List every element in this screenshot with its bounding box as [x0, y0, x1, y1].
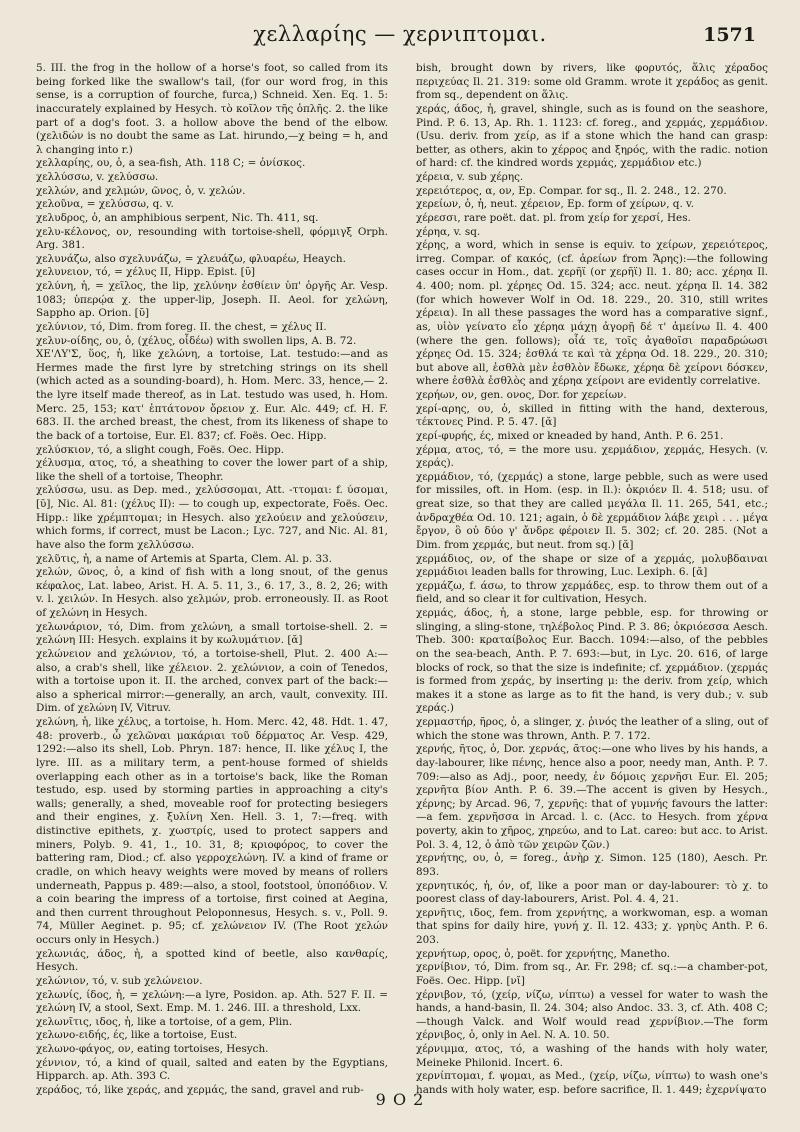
dictionary-entry: χερμάδιον, τό, (χερμάς) a stone, large pebble, such as were used for missiles, oft. in Hom. (esp. in Il.): ὀκριόεν Il. 4. 518; usu. of great size, so that they are called μεγάλα Il. 11. 265, 541, etc.; ἀνδραχθέα Od. 10. 121; again, ὁ δὲ χερμάδιον λάβε χειρὶ . . . μέγα ἔργον, ὃ οὐ δύο γ' ἄνδρε φέροιεν Il. 5. 302; cf. 20. 285. (Not a Dim. from χερμάς, but neut. from sq.) [ᾰ]	[416, 470, 768, 551]
dictionary-entry: χερνῆτις, ιδος, fem. from χερνήτης, a workwoman, esp. a woman that spins for daily hire, γυνή χ. Il. 12. 433; χ. γρηὺς Anth. P. 6. 203.	[416, 906, 768, 946]
dictionary-entry: χελλύσσω, v. χελύσσω.	[36, 171, 159, 183]
dictionary-entry: bish, brought down by rivers, like φορυτός, ἅλις χέραδος περιχεύας Il. 21. 319: some old Gramm. wrote it χεράδος as genit. from sq., dependent on ἅλις.	[416, 62, 768, 102]
dictionary-entry: χερνής, ῆτος, ὁ, Dor. χερνάς, ᾶτος:—one who lives by his hands, a day-labourer, like πένης, hence also a poor, needy man, Anth. P. 7. 709:—also as Adj., poor, needy, ἐν δόμοις χερνῆσι Eur. El. 205; χερνῆτα βίον Anth. P. 6. 39.—The accent is given by Hesych., χέρνης; by Arcad. 96, 7, χερνῆς: that of γυμνής favours the latter:—a fem. χερνῆσσα in Arcad. l. c. (Acc. to Hesych. from χέρνα poverty, akin to χῆρος, χηρεύω, and to Lat. careo: but acc. to Arist. Pol. 3. 4, 12, ὁ ἀπὸ τῶν χειρῶν ζῶν.)	[416, 743, 768, 851]
dictionary-entry: χελωνῖτις, ιδος, ἡ, like a tortoise, of a gem, Plin.	[36, 1015, 293, 1028]
dictionary-entry: χελῦτις, ἡ, a name of Artemis at Sparta, Clem. Al. p. 33.	[36, 552, 333, 565]
dictionary-entry: χελυ-κέλονος, ον, resounding with tortoise-shell, φόρμιγξ Orph. Arg. 381.	[36, 225, 388, 252]
dictionary-entry: χελυνάζω, also σχελυνάζω, = χλευάζω, φλυαρέω, Heaych.	[36, 252, 346, 265]
dictionary-entry: χερείων, ὁ, ἡ, neut. χέρειον, Ep. form of χείρων, q. v.	[416, 198, 694, 211]
dictionary-entry: χερνήτης, ου, ὁ, = foreg., ἀνὴρ χ. Simon. 125 (180), Aesch. Pr. 893.	[416, 852, 768, 878]
dictionary-entry: χερμάς, άδος, ἡ, a stone, large pebble, esp. for throwing or slinging, a sling-stone, τηλέβολος Pind. P. 3. 86; ὀκριόεσσα Aesch. Theb. 300: κραταίβολος Eur. Bacch. 1094:—also, of the pebbles on the sea-beach, Anth. P. 7. 693:—but, in Lyc. 20. 616, of large blocks of rock, so that the size is indefinite; cf. χερμάδιον. (χερμάς is formed from χεράς, by inserting μ: the deriv. from χείρ, which makes it a stone as large as to fit the hand, is very dub.; v. sub χεράς.)	[416, 607, 768, 715]
dictionary-entry: χελύνιον, τό, Dim. from foreg. II. the chest, = χέλυς II.	[36, 320, 327, 333]
dictionary-entry: χελωνιάς, άδος, ἡ, a spotted kind of beetle, also κανθαρίς, Hesych.	[36, 947, 388, 974]
dictionary-entry: χερμάδιος, ον, of the shape or size of a χερμάς, μολυβδαιναι χερμάδιοι leaden balls for throwing, Luc. Lexiph. 6. [ᾰ]	[416, 552, 768, 579]
signature-mark: 9 O 2	[375, 1090, 425, 1109]
dictionary-entry: χερνίβιον, τό, Dim. from sq., Ar. Fr. 298; cf. sq.:—a chamber-pot, Foës. Oec. Hipp. [νῐ]	[416, 961, 768, 987]
dictionary-entry: χελυδρος, ὁ, an amphibious serpent, Nic. Th. 411, sq.	[36, 211, 319, 224]
left-column	[36, 62, 388, 1096]
dictionary-entry: χελλών, and χελμών, ῶνος, ὁ, v. χελών.	[36, 184, 246, 197]
right-column	[416, 62, 768, 1096]
dictionary-entry: χελοῦνα, = χελύσσω, q. v.	[36, 198, 174, 211]
dictionary-entry: χελύνη, ἡ, = χεῖλος, the lip, χελύνην ἐσθίειν ὑπ' ὀργῆς Ar. Vesp. 1083; ὑπερῴα χ. the upper-lip, Joseph. II. Aeol. for χελώνη, Sappho ap. Orion. [ῡ]	[36, 280, 388, 320]
dictionary-entry: χελωνο-ειδής, ές, like a tortoise, Eust.	[36, 1029, 238, 1042]
dictionary-entry: χερί-αρης, ου, ὁ, skilled in fitting with the hand, dexterous, τέκτονες Pind. P. 5. 47. [ᾰ]	[416, 402, 768, 429]
dictionary-entry: χέρνιμμα, ατος, τό, a washing of the hands with holy water, Meineke Philonid. Incert. 6.	[416, 1043, 768, 1069]
dictionary-entry: 5. III. the frog in the hollow of a horse's foot, so called from its being forked like the swallow's tail, (for our word frog, in this sense, is a corruption of fourche, furca,) Schneid. Xen. Eq. 1. 5: inaccurately explained by Hesych. τὸ κοῖλον τῆς ὁπλῆς. 2. the like part of a dog's foot. 3. a hollow above the bend of the elbow. (χελιδών is no doubt the same as Lat. hirundo,—χ being = h, and λ changing into r.)	[36, 62, 388, 156]
dictionary-entry: χέρνιβον, τό, (χείρ, νίζω, νίπτω) a vessel for water to wash the hands, a hand-basin, Il. 24. 304; also Andoc. 33. 3, cf. Ath. 408 C;—though Valck. and Wolf would read χερνίβιον.—The form χέρνιβος, ὁ, only in Ael. N. A. 10. 50.	[416, 988, 768, 1042]
dictionary-entry: χερνήτωρ, ορος, ὁ, poët. for χερνήτης, Manetho.	[416, 947, 671, 960]
dictionary-entry: χελωνο-φάγος, ον, eating tortoises, Hesych.	[36, 1043, 269, 1055]
dictionary-entry: χερμάζω, f. άσω, to throw χερμάδες, esp. to throw them out of a field, and so clear it for cultivation, Hesych.	[416, 579, 768, 606]
dictionary-entry: χερί-φυρής, ές, mixed or kneaded by hand, Anth. P. 6. 251.	[416, 429, 724, 442]
dictionary-entry: χερειότερος, α, ον, Ep. Compar. for sq., Il. 2. 248., 12. 270.	[416, 184, 727, 197]
dictionary-entry: χελυνειον, τό, = χέλυς II, Hipp. Epist. [ῡ]	[36, 266, 256, 279]
dictionary-entry: χέρης, a word, which in sense is equiv. to χείρων, χερειότερος, irreg. Compar. of κακός, (cf. ἀρείων from Ἄρης):—the following cases occur in Hom., dat. χερῆϊ (or χερῆϊ) Il. 1. 80; acc. χέρηα Il. 4. 400; nom. pl. χέρηες Od. 15. 324; acc. neut. χέρηα Il. 14. 382 (for which however Wolf in Od. 18. 229., 20. 310, still writes χέρεια). In all these passages the word has a comparative signf., as, υἱὸν γείνατο εἷο χέρηα μάχῃ ἀγορῇ δέ τ' ἀμείνω Il. 4. 400 (where the gen. follows); οἷά τε, τοῖς ἀγαθοῖσι παραδρώωσι χέρηες Od. 15. 324; ἐσθλά τε καὶ τὰ χέρηα Od. 18. 229., 20. 310; but above all, ἐσθλὰ μὲν ἐσθλὸν ἔδωκε, χέρηα δὲ χείρονι δόσκεν, where ἐσθλὰ ἐσθλὸς and χέρηα χείρονι are evidently correlative.	[416, 239, 768, 388]
dictionary-entry: χερνητικός, ἡ, όν, of, like a poor man or day-labourer: τὸ χ. to poorest class of day-labourers, Arist. Pol. 4. 4, 21.	[416, 879, 768, 906]
dictionary-entry: χελών, ῶνος, ὁ, a kind of fish with a long snout, of the genus κέφαλος, Lat. labeo, Arist. H. A. 5. 11, 3., 6. 17, 3., 8. 2, 26; with v. l. χειλών. In Hesych. also χελμών, prob. erroneously. II. as Root of χελώνη in Hesych.	[36, 566, 388, 619]
running-head: χελλαρίης — χερνιπτομαι.	[253, 22, 547, 46]
dictionary-entry: χέννιον, τό, a kind of quail, salted and eaten by the Egyptians, Hipparch. ap. Ath. 393 C.	[36, 1056, 388, 1083]
dictionary-entry: χέρεια, v. sub χέρης.	[416, 171, 524, 183]
dictionary-entry: χέλυσμα, ατος, τό, a sheathing to cover the lower part of a ship, like the shell of a tortoise, Theophr.	[36, 457, 388, 483]
dictionary-entry: ΧΕ'ΛΥ'Σ, ὕος, ἡ, like χελώνη, a tortoise, Lat. testudo:—and as Hermes made the first lyre by stretching strings on its shell (which acted as a sounding-board), h. Hom. Merc. 33, hence,— 2. the lyre itself made thereof, as in Lat. testudo was used, h. Hom. Merc. 25, 153; κατ' ἑπτάτονον ὄρειον χ. Eur. Alc. 449; cf. H. F. 683. II. the arched breast, the chest, from its likeness of shape to the back of a tortoise, Eur. El. 837; cf. Foës. Oec. Hipp.	[36, 348, 388, 442]
page-header	[0, 22, 800, 56]
dictionary-entry: χεράς, άδος, ἡ, gravel, shingle, such as is found on the seashore, Pind. P. 6. 13, Ap. Rh. 1. 1123: cf. foreg., and χερμάς, χερμάδιον. (Usu. deriv. from χείρ, as if a stone which the hand can grasp: better, as others, akin to χέρρος and ξηρός, with the radic. notion of hard: cf. the kindred words χερμάς, χερμάδιον etc.)	[416, 102, 768, 170]
dictionary-entry: χεράδος, τό, like χεράς, and χερμάς, the sand, gravel and rub-	[36, 1083, 364, 1096]
dictionary-entry: χελωνάριον, τό, Dim. from χελώνη, a small tortoise-shell. 2. = χελώνη III: Hesych. explains it by κωλυμάτιον. [ᾰ]	[36, 620, 388, 647]
dictionary-entry: χελλαρίης, ου, ὁ, a sea-fish, Ath. 118 C; = ὀνίσκος.	[36, 157, 306, 170]
dictionary-entry: χελύσκιον, τό, a slight cough, Foës. Oec. Hipp.	[36, 443, 285, 456]
dictionary-entry: χελώνειον and χελώνιον, τό, a tortoise-shell, Plut. 2. 400 A:— also, a crab's shell, like χέλειον. 2. χελώνιον, a coin of Tenedos, with a tortoise upon it. II. the arched, convex part of the back:—also a spherical mirror:—generally, an arch, vault, convexity. III. Dim. of χελώνη IV, Vitruv.	[36, 647, 388, 715]
dictionary-entry: χερνίπτομαι, f. ψομαι, as Med., (χείρ, νίζω, νίπτω) to wash one's hands with holy water, esp. before sacrifice, Il. 1. 449; ἐχερνίψατο	[416, 1070, 768, 1096]
dictionary-entry: χελωνίς, ίδος, ἡ, = χελώνη:—a lyre, Posidon. ap. Ath. 527 F. II. = χελώνη IV, a stool, Sext. Emp. M. 1. 246. III. a threshold, Lxx.	[36, 988, 388, 1015]
dictionary-entry: χελύσσω, usu. as Dep. med., χελύσσομαι, Att. -ττομαι: f. ύσομαι, [ῠ], Nic. Al. 81: (χέλυς II): — to cough up, expectorate, Foës. Oec. Hipp.: like χρέμπτομαι; in Hesych. also χελούειν and χελούσειν, which forms, if correct, must be Lacon.; Lyc. 727, and Nic. Al. 81, have also the form χελλύσσω.	[36, 484, 388, 551]
dictionary-entry: χελώνη, ἡ, like χέλυς, a tortoise, h. Hom. Merc. 42, 48. Hdt. 1. 47, 48: proverb., ὦ χελῶναι μακάριαι τοῦ δέρματος Ar. Vesp. 429, 1292:—also its shell, Lob. Phryn. 187: hence, II. like χέλυς I, the lyre. III. as a military term, a pent-house formed of shields overlapping each other as in a tortoise's back, like the Roman testudo, esp. used by storming parties in approaching a city's walls; generally, a shed, moveable roof for protecting besiegers and their engines, χ. ξυλίνη Xen. Hell. 3. 1, 7:—freq. with distinctive epithets, χ. χωστρίς, used to protect sappers and miners, Polyb. 9. 41, 1., 10. 31, 8; κριοφόρος, to cover the battering ram, Diod.; cf. also γερροχελώνη. IV. a kind of frame or cradle, on which heavy weights were moved by means of rollers underneath, Pappus p. 489:—also, a stool, footstool, ὑποπόδιον. V. a coin bearing the impress of a tortoise, first coined at Aegina, and then current throughout Peloponnesus, Hesych. s. v., Poll. 9. 74, Müller Aeginet. p. 95; cf. χελώνειον IV. (The Root χελών occurs only in Hesych.)	[36, 716, 388, 946]
dictionary-entry: χελυν-οίδης, ου, ὁ, (χέλυς, οἶδέω) with swollen lips, A. B. 72.	[36, 334, 357, 347]
dictionary-entry: χερμαστήρ, ῆρος, ὁ, a slinger, χ. ῥινός the leather of a sling, out of which the stone was thrown, Anth. P. 7. 172.	[416, 716, 768, 742]
page-number: 1571	[703, 24, 756, 46]
dictionary-entry: χέρμα, ατος, τό, = the more usu. χερμάδιον, χερμάς, Hesych. (v. χεράς).	[416, 443, 768, 470]
dictionary-entry: χελώνιον, τό, v. sub χελώνειον.	[36, 974, 203, 987]
dictionary-entry: χέρηα, v. sq.	[416, 225, 481, 238]
dictionary-entry: χερήων, ον, gen. ονος, Dor. for χερείων.	[416, 389, 627, 401]
dictionary-entry: χέρεσσι, rare poët. dat. pl. from χείρ for χερσί, Hes.	[416, 211, 691, 224]
